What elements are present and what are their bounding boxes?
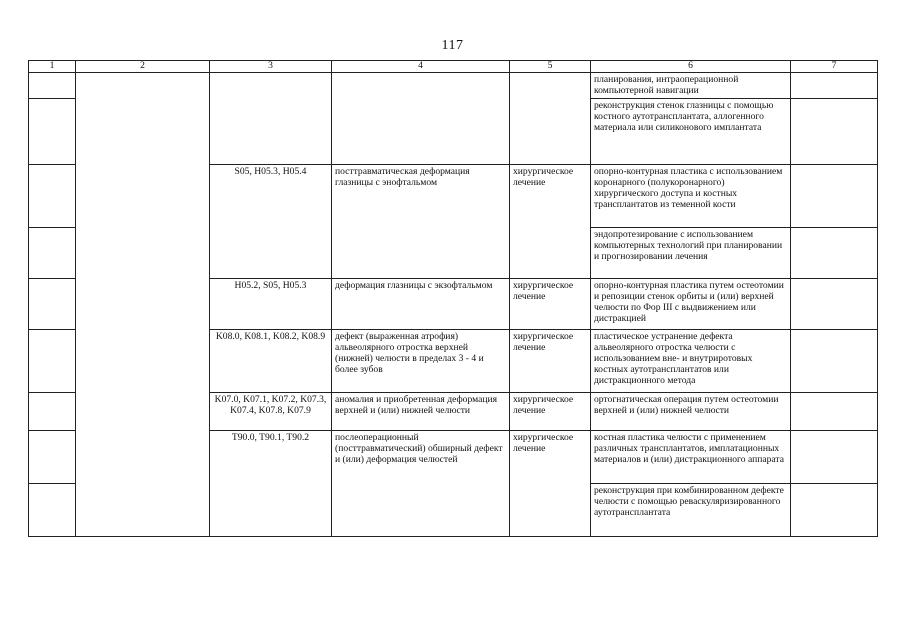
table-row [29, 73, 878, 99]
cell-method: эндопротезирование с использованием компьютерных технологий при планировании и прогнозировании лечения [591, 228, 791, 279]
cell-method: опорно-контурная пластика с использованием коронарного (полукоронарного) хирургического доступа и костных трансплантатов из теменной кости [591, 165, 791, 228]
cell-col7 [791, 165, 878, 228]
cell-diagnosis: аномалия и приобретенная деформация верхней и (или) нижней челюсти [332, 393, 510, 431]
cell-treatment: хирургическое лечение [510, 165, 591, 279]
cell-col1 [29, 99, 76, 165]
cell-col7 [791, 484, 878, 537]
column-header-3: 3 [210, 61, 332, 73]
cell-col7 [791, 99, 878, 165]
cell-col7 [791, 330, 878, 393]
cell-col1 [29, 431, 76, 484]
cell-col1 [29, 279, 76, 330]
column-header-4: 4 [332, 61, 510, 73]
cell-codes [210, 73, 332, 165]
cell-method: реконструкция при комбинированном дефекте челюсти с помощью реваскуляризированного аутотрансплантата [591, 484, 791, 537]
cell-treatment: хирургическое лечение [510, 431, 591, 537]
cell-diagnosis: послеоперационный (посттравматический) обширный дефект и (или) деформация челюстей [332, 431, 510, 537]
cell-codes: K07.0, K07.1, K07.2, K07.3, K07.4, K07.8, K07.9 [210, 393, 332, 431]
cell-col7 [791, 431, 878, 484]
cell-method: реконструкция стенок глазницы с помощью костного аутотрансплантата, аллогенного материала или силиконового имплантата [591, 99, 791, 165]
cell-col2 [76, 73, 210, 537]
cell-col7 [791, 228, 878, 279]
page-number: 117 [441, 38, 464, 53]
cell-treatment: хирургическое лечение [510, 330, 591, 393]
cell-method: планирования, интраоперационной компьютерной навигации [591, 73, 791, 99]
cell-col1 [29, 330, 76, 393]
cell-col1 [29, 484, 76, 537]
cell-treatment [510, 73, 591, 165]
cell-method: опорно-контурная пластика путем остеотомии и репозиции стенок орбиты и (или) верхней челюсти по Фор III с выдвижением или дистракцией [591, 279, 791, 330]
procedures-table [28, 60, 878, 537]
cell-treatment: хирургическое лечение [510, 279, 591, 330]
cell-col7 [791, 73, 878, 99]
cell-col1 [29, 393, 76, 431]
cell-diagnosis [332, 73, 510, 165]
cell-codes: K08.0, K08.1, K08.2, K08.9 [210, 330, 332, 393]
column-header-1: 1 [29, 61, 76, 73]
header-row [29, 61, 878, 73]
cell-treatment: хирургическое лечение [510, 393, 591, 431]
cell-col7 [791, 393, 878, 431]
column-header-6: 6 [591, 61, 791, 73]
cell-diagnosis: посттравматическая деформация глазницы с энофтальмом [332, 165, 510, 279]
cell-codes: S05, H05.3, H05.4 [210, 165, 332, 279]
cell-codes: T90.0, T90.1, T90.2 [210, 431, 332, 537]
cell-col1 [29, 165, 76, 228]
cell-col1 [29, 228, 76, 279]
column-header-5: 5 [510, 61, 591, 73]
cell-col7 [791, 279, 878, 330]
cell-diagnosis: дефект (выраженная атрофия) альвеолярного отростка верхней (нижней) челюсти в пределах 3 - 4 и более зубов [332, 330, 510, 393]
cell-method: пластическое устранение дефекта альвеолярного отростка челюсти с использованием вне- и внутриротовых костных аутотрансплантатов или дистракционного метода [591, 330, 791, 393]
cell-method: костная пластика челюсти с применением различных трансплантатов, имплатационных материалов и (или) дистракционного аппарата [591, 431, 791, 484]
cell-diagnosis: деформация глазницы с экзофтальмом [332, 279, 510, 330]
column-header-2: 2 [76, 61, 210, 73]
column-header-7: 7 [791, 61, 878, 73]
cell-codes: H05.2, S05, H05.3 [210, 279, 332, 330]
cell-col1 [29, 73, 76, 99]
cell-method: ортогнатическая операция путем остеотомии верхней и (или) нижней челюсти [591, 393, 791, 431]
